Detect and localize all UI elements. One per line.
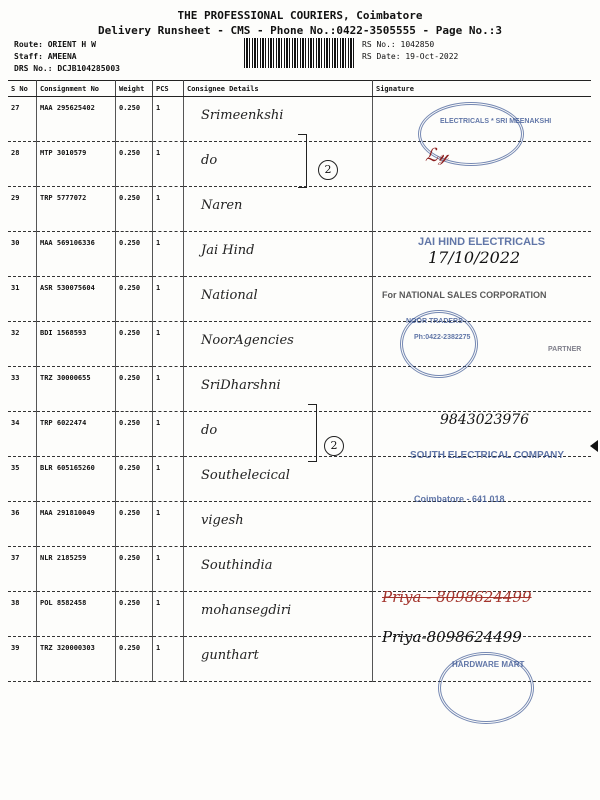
stamp-text: SOUTH ELECTRICAL COMPANY <box>410 450 565 461</box>
table-header-row <box>8 81 591 97</box>
pcs: 1 <box>153 367 184 412</box>
weight: 0.250 <box>116 367 153 412</box>
stamp-text: JAI HIND ELECTRICALS <box>418 236 546 248</box>
bracket-mark <box>308 404 317 462</box>
signature-cell <box>373 367 592 412</box>
weight: 0.250 <box>116 232 153 277</box>
weight: 0.250 <box>116 457 153 502</box>
col-signature: Signature <box>373 81 592 97</box>
signature-cell <box>373 502 592 547</box>
consignee-name: vigesh <box>201 513 244 528</box>
table-row <box>8 502 591 547</box>
stamp-text: NOOR TRADERS <box>406 318 463 325</box>
col-pcs: PCS <box>153 81 184 97</box>
sno: 36 <box>8 502 37 547</box>
stamp-text: PARTNER <box>548 346 582 353</box>
bracket-mark <box>298 134 307 188</box>
sno: 35 <box>8 457 37 502</box>
pcs: 1 <box>153 637 184 682</box>
col-consignment: Consignment No <box>37 81 116 97</box>
consignee-name: Srimeenkshi <box>201 108 284 123</box>
consignment-no: BLR 605165260 <box>37 457 116 502</box>
pcs: 1 <box>153 502 184 547</box>
sno: 28 <box>8 142 37 187</box>
margin-arrow <box>590 440 598 452</box>
consignee-name: gunthart <box>201 648 259 663</box>
pcs: 1 <box>153 322 184 367</box>
table-row <box>8 367 591 412</box>
stamp-text: For NATIONAL SALES CORPORATION <box>382 290 547 300</box>
sno: 33 <box>8 367 37 412</box>
consignee-name: NoorAgencies <box>201 333 294 348</box>
weight: 0.250 <box>116 637 153 682</box>
consignment-no: TRZ 320000303 <box>37 637 116 682</box>
sno: 39 <box>8 637 37 682</box>
stamp-text: Priya - 8098624499 <box>382 588 532 606</box>
consignment-no: TRP 5777072 <box>37 187 116 232</box>
consignee-name: National <box>201 288 258 303</box>
consignment-no: MAA 291810049 <box>37 502 116 547</box>
col-consignee: Consignee Details <box>184 81 373 97</box>
staff-label: Staff: AMEENA <box>14 52 77 61</box>
pcs: 1 <box>153 547 184 592</box>
col-sno: S No <box>8 81 37 97</box>
table-row <box>8 322 591 367</box>
col-weight: Weight <box>116 81 153 97</box>
consignment-no: POL 8582458 <box>37 592 116 637</box>
weight: 0.250 <box>116 592 153 637</box>
route-label: Route: ORIENT H W <box>14 40 96 49</box>
consignment-no: NLR 2185259 <box>37 547 116 592</box>
stamp-text: Ph:0422-2382275 <box>414 334 471 341</box>
consignment-no: MAA 569106336 <box>37 232 116 277</box>
consignment-no: ASR 530075604 <box>37 277 116 322</box>
page-subtitle: Delivery Runsheet - CMS - Phone No.:0422-3505555 - Page No.:3 <box>98 24 502 37</box>
stamp-text: HARDWARE MART <box>452 660 525 669</box>
sno: 31 <box>8 277 37 322</box>
weight: 0.250 <box>116 502 153 547</box>
consignee-name: Southelecical <box>201 468 290 483</box>
consignee-name: mohansegdiri <box>201 603 292 618</box>
sno: 38 <box>8 592 37 637</box>
consignee-name: Naren <box>201 198 243 213</box>
circled-number: 2 <box>324 436 344 456</box>
barcode <box>244 38 354 68</box>
sno: 30 <box>8 232 37 277</box>
consignment-no: BDI 1568593 <box>37 322 116 367</box>
pcs: 1 <box>153 277 184 322</box>
weight: 0.250 <box>116 97 153 142</box>
stamp-text: 17/10/2022 <box>428 248 521 267</box>
consignee-name: do <box>201 153 218 168</box>
weight: 0.250 <box>116 547 153 592</box>
stamp-text: Coimbatore - 641 018 <box>414 494 505 504</box>
pcs: 1 <box>153 142 184 187</box>
sno: 37 <box>8 547 37 592</box>
pcs: 1 <box>153 97 184 142</box>
stamp-text: 9843023976 <box>440 412 530 428</box>
pcs: 1 <box>153 187 184 232</box>
sno: 29 <box>8 187 37 232</box>
table-row <box>8 547 591 592</box>
pcs: 1 <box>153 232 184 277</box>
consignee-name: Southindia <box>201 558 273 573</box>
signature-cell <box>373 187 592 232</box>
weight: 0.250 <box>116 142 153 187</box>
consignment-no: MTP 3010579 <box>37 142 116 187</box>
consignee-name: SriDharshni <box>201 378 281 393</box>
sno: 32 <box>8 322 37 367</box>
consignee-name: do <box>201 423 218 438</box>
page-title: THE PROFESSIONAL COURIERS, Coimbatore <box>177 9 423 22</box>
consignment-no: TRP 6022474 <box>37 412 116 457</box>
weight: 0.250 <box>116 412 153 457</box>
table-row <box>8 187 591 232</box>
pcs: 1 <box>153 592 184 637</box>
rs-date: RS Date: 19-Oct-2022 <box>362 52 459 61</box>
drs-number: DRS No.: DCJB104285003 <box>14 64 120 73</box>
signature-cell <box>373 547 592 592</box>
stamp-text: ELECTRICALS * SRI MEENAKSHI <box>440 118 552 125</box>
weight: 0.250 <box>116 322 153 367</box>
stamp-text: Priya-8098624499 <box>382 628 522 646</box>
signature-scribble: ℒ𝓎 <box>425 145 449 166</box>
consignment-no: TRZ 30000655 <box>37 367 116 412</box>
circled-number: 2 <box>318 160 338 180</box>
pcs: 1 <box>153 412 184 457</box>
consignee-name: Jai Hind <box>201 243 255 258</box>
pcs: 1 <box>153 457 184 502</box>
sno: 27 <box>8 97 37 142</box>
weight: 0.250 <box>116 277 153 322</box>
consignment-no: MAA 295625402 <box>37 97 116 142</box>
sno: 34 <box>8 412 37 457</box>
rs-number: RS No.: 1042850 <box>362 40 435 49</box>
weight: 0.250 <box>116 187 153 232</box>
